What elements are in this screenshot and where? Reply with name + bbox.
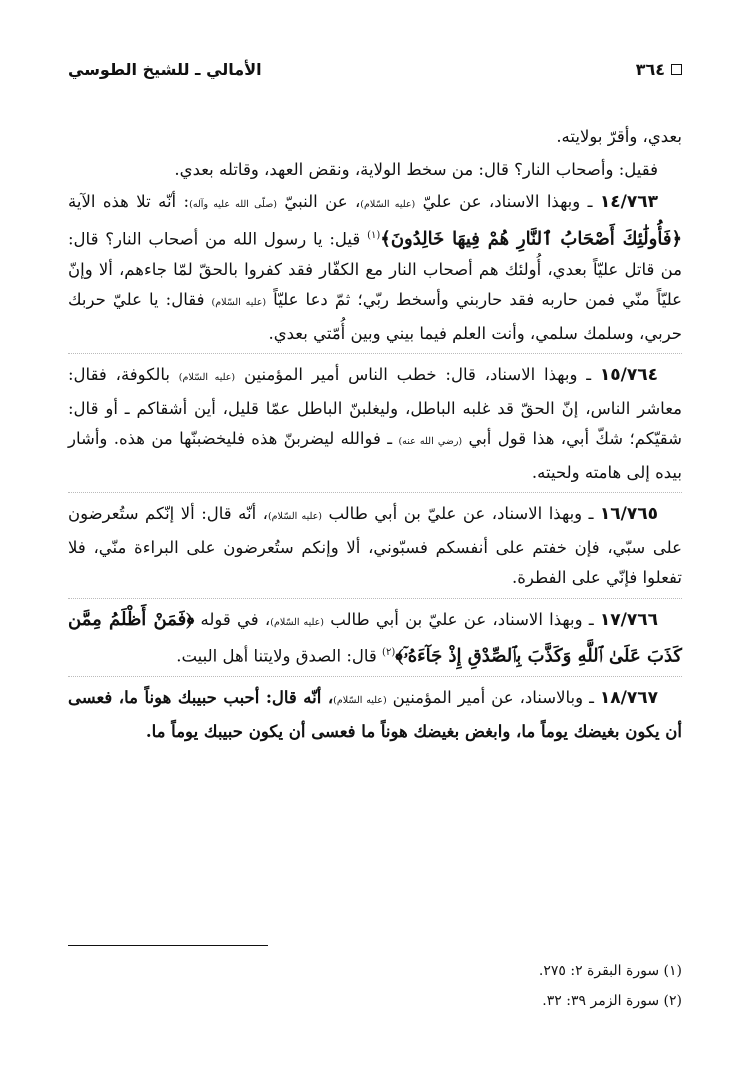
hadith-767: [68, 683, 682, 747]
hadith-text: فقال: يا عليّ حربك حربي، وسلمك سلمي، وأنت العلم فيما بيني وبين أُمّتي بعدي.: [68, 290, 682, 343]
hadith-text: بالكوفة، فقال: معاشر الناس، إنّ الحقّ قد غلبه الباطل، وليغلبنّ الباطل عمّا قليل، أين أشقاكم ـ أو قال: شقيّكم؛ شكّ أبي، هذا قول أبي: [68, 365, 682, 448]
hadith-text: ـ وبهذا الاسناد، قال: خطب الناس أمير المؤمنين: [235, 365, 600, 384]
hadith-number: ١٥/٧٦٤: [599, 365, 658, 385]
hadith-text: قال: الصدق ولايتنا أهل البيت.: [176, 646, 383, 666]
running-title: الأمالي ـ للشيخ الطوسي: [68, 59, 262, 79]
hadith-text: ـ وبالاسناد، عن أمير المؤمنين: [386, 688, 600, 707]
page-header: [68, 52, 682, 86]
divider: [68, 492, 682, 493]
hadith-number: ١٧/٧٦٦: [599, 609, 658, 630]
hadith-text: ـ وبهذا الاسناد، عن عليّ: [415, 192, 600, 211]
hadith-765: [68, 499, 682, 594]
hadith-764: [68, 360, 682, 488]
footnote-ref: (١): [367, 229, 381, 241]
paragraph-question: فقيل: وأصحاب النار؟ قال: من سخط الولاية، ونقض العهد، وقاتله بعدي.: [174, 159, 658, 179]
honorific: (صلّى الله عليه وآله): [189, 199, 277, 210]
square-ornament-icon: [671, 64, 682, 75]
hadith-766: [68, 605, 682, 673]
hadith-763: [68, 187, 682, 349]
hadith-number: ١٤/٧٦٣: [599, 192, 658, 212]
paragraph-continuation: بعدي، وأقرّ بولايته.: [556, 127, 682, 146]
honorific: (عليه السّلام): [360, 199, 416, 210]
hadith-text: ـ فوالله ليضربنّ هذه فليخضبنّها من هذه. وأشار بيده إلى هامته ولحيته.: [68, 429, 682, 482]
quran-verse: ﴿فَأُولَٰئِكَ أَصْحَابُ ٱلنَّارِ هُمْ فِيهَا خَالِدُونَ﴾: [380, 228, 682, 249]
footnote-ref: (٢): [382, 647, 396, 658]
footnote-rule: [68, 945, 268, 946]
footnote-2: (٢) سورة الزمر ٣٩: ٣٢.: [542, 993, 682, 1009]
honorific: (عليه السّلام): [211, 297, 267, 308]
page-number: ٣٦٤: [635, 59, 665, 79]
hadith-text: ، أنّه قال: ألا إنّكم ستُعرضون على سبّي، فإن خفتم على أنفسكم فسبّوني، ألا وإنكم ستُعرضون على البراءة منّي، فلا تفعلوا فإنّي على الفطرة.: [68, 504, 682, 587]
hadith-text: ـ وبهذا الاسناد، عن عليّ بن أبي طالب: [321, 504, 600, 523]
honorific: (رضي الله عنه): [398, 436, 463, 447]
hadith-text: ، في قوله: [194, 609, 271, 629]
divider: [68, 598, 682, 599]
hadith-number: ١٦/٧٦٥: [599, 504, 658, 524]
divider: [68, 676, 682, 677]
body-text: [68, 122, 682, 749]
footnotes: [68, 956, 682, 1016]
hadith-text: ـ وبهذا الاسناد، عن عليّ بن أبي طالب: [324, 609, 600, 629]
divider: [68, 353, 682, 354]
honorific: (عليه السّلام): [333, 695, 387, 706]
honorific: (عليه السّلام): [178, 372, 236, 383]
page-number-block: [636, 60, 682, 79]
hadith-text: ، أنّه قال: أحبب حبيبك هوناً ما، فعسى أن يكون بغيضك يوماً ما، وابغض بغيضك هوناً ما فعسى أن يكون حبيبك يوماً ما.: [68, 688, 682, 741]
footnote-1: (١) سورة البقرة ٢: ٢٧٥.: [538, 963, 682, 979]
hadith-text: قيل: يا رسول الله من أصحاب النار؟ قال: من قاتل عليّاً بعدي، أُولئك هم أصحاب النار مع الكفّار فقد كفروا بالحقّ لمّا جاءهم، ألا وإنّ عليّاً منّي فمن حاربه فقد حاربني وأسخط ربّي؛ ثمّ دعا عليّاً: [68, 229, 683, 309]
hadith-number: ١٨/٧٦٧: [599, 688, 658, 708]
hadith-text: ، عن النبيّ: [276, 192, 361, 211]
hadith-text: : أنّه تلا هذه الآية: [68, 192, 190, 211]
honorific: (عليه السّلام): [267, 511, 322, 522]
honorific: (عليه السّلام): [270, 616, 325, 628]
quran-verse: ﴿فَمَنْ أَظْلَمُ مِمَّن كَذَبَ عَلَىٰ ٱللَّهِ وَكَذَّبَ بِٱلصِّدْقِ إِذْ جَآءَهُۥٓ﴾: [68, 608, 682, 667]
